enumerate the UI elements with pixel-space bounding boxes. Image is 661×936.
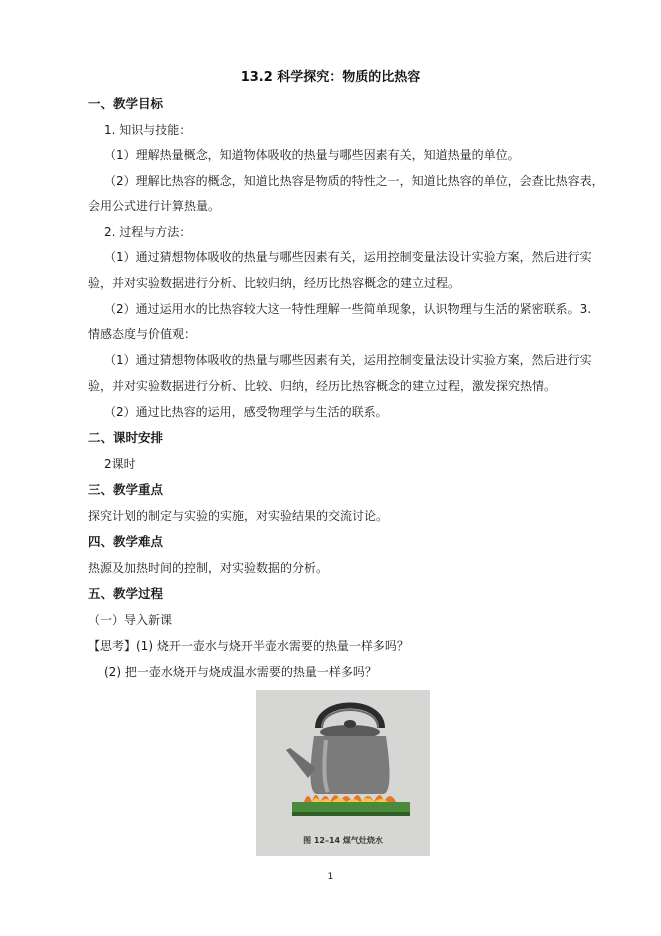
- section-heading-process: 五、教学过程: [88, 586, 164, 601]
- paragraph-line: 验，并对实验数据进行分析、比较、归纳，经历比热容概念的建立过程，激发探究热情。: [88, 379, 557, 393]
- kettle-figure: [256, 690, 430, 856]
- paragraph-line: （1）通过猜想物体吸收的热量与哪些因素有关，运用控制变量法设计实验方案，然后进行实: [104, 250, 592, 264]
- section-heading-objectives: 一、教学目标: [88, 96, 164, 111]
- section-heading-difficulties: 四、教学难点: [88, 534, 164, 549]
- section-heading-key-points: 三、教学重点: [88, 482, 164, 497]
- paragraph-line: （2）通过比热容的运用，感受物理学与生活的联系。: [104, 405, 388, 419]
- paragraph-line: 情感态度与价值观：: [88, 327, 197, 341]
- paragraph-line: 验，并对实验数据进行分析、比较归纳，经历比热容概念的建立过程。: [88, 276, 461, 290]
- paragraph-line: 探究计划的制定与实验的实施，对实验结果的交流讨论。: [88, 509, 389, 523]
- paragraph-line: （1）通过猜想物体吸收的热量与哪些因素有关，运用控制变量法设计实验方案，然后进行实: [104, 353, 592, 367]
- paragraph-line: （2）理解比热容的概念，知道比热容是物质的特性之一，知道比热容的单位，会查比热容表，: [104, 174, 604, 188]
- paragraph-line: 1. 知识与技能：: [104, 123, 192, 137]
- paragraph-line: 2课时: [104, 457, 136, 471]
- paragraph-line: （一）导入新课: [88, 613, 173, 627]
- paragraph-line: 2. 过程与方法：: [104, 225, 192, 239]
- section-heading-schedule: 二、课时安排: [88, 430, 164, 445]
- paragraph-line: 热源及加热时间的控制，对实验数据的分析。: [88, 561, 329, 575]
- figure-caption: 图 12–14 煤气灶烧水: [303, 836, 383, 845]
- paragraph-line: (2) 把一壶水烧开与烧成温水需要的热量一样多吗？: [104, 665, 377, 679]
- paragraph-line: （1）理解热量概念，知道物体吸收的热量与哪些因素有关，知道热量的单位。: [104, 148, 520, 162]
- paragraph-line: （2）通过运用水的比热容较大这一特性理解一些简单现象，认识物理与生活的紧密联系。3.: [104, 302, 592, 316]
- paragraph-line: 【思考】(1) 烧开一壶水与烧开半壶水需要的热量一样多吗？: [88, 639, 409, 653]
- document-title: 13.2 科学探究：物质的比热容: [240, 70, 421, 85]
- page-number: 1: [327, 872, 334, 882]
- kettle-on-stove-image: [256, 690, 430, 830]
- paragraph-line: 会用公式进行计算热量。: [88, 199, 221, 213]
